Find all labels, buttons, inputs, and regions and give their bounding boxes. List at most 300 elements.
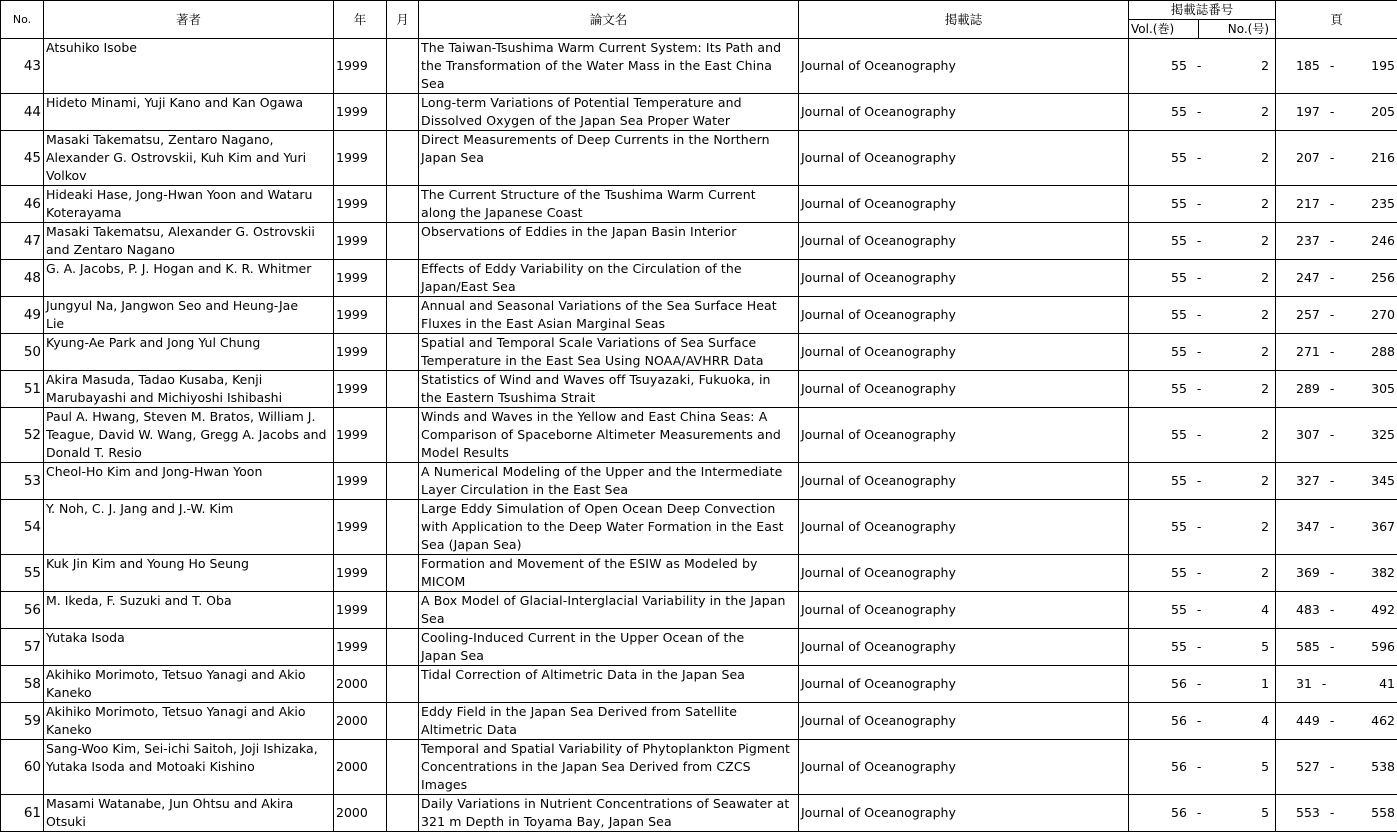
month-cell bbox=[387, 297, 419, 334]
page-start: 585 bbox=[1296, 638, 1320, 656]
vol-issue-dash: - bbox=[1197, 472, 1202, 490]
table-row bbox=[1, 703, 1397, 740]
pages-cell bbox=[1276, 408, 1397, 463]
issue-value: 2 bbox=[1261, 149, 1269, 167]
page-range bbox=[1278, 564, 1395, 582]
year-cell: 1999 bbox=[334, 223, 387, 260]
journal-cell: Journal of Oceanography bbox=[799, 740, 1129, 795]
author-line: and Zentaro Nagano bbox=[46, 241, 331, 259]
year-cell: 1999 bbox=[334, 186, 387, 223]
author-line: Teague, David W. Wang, Gregg A. Jacobs and bbox=[46, 426, 331, 444]
title-line: Direct Measurements of Deep Currents in the Northern bbox=[421, 131, 796, 149]
title-line: Dissolved Oxygen of the Japan Sea Proper Water bbox=[421, 112, 796, 130]
header-no: No. bbox=[1, 1, 44, 39]
vol-value: 56 bbox=[1171, 675, 1187, 693]
month-cell bbox=[387, 131, 419, 186]
page-start: 31 bbox=[1296, 675, 1312, 693]
vol-issue bbox=[1131, 601, 1273, 619]
pages-cell bbox=[1276, 740, 1397, 795]
author-line: M. Ikeda, F. Suzuki and T. Oba bbox=[46, 592, 331, 610]
page-end: 325 bbox=[1371, 426, 1395, 444]
page-dash: - bbox=[1330, 426, 1335, 444]
page-start: 237 bbox=[1296, 232, 1320, 250]
author-line: Y. Noh, C. J. Jang and J.-W. Kim bbox=[46, 500, 331, 518]
row-number: 48 bbox=[1, 260, 44, 297]
vol-issue-cell bbox=[1129, 297, 1276, 334]
author-line: Kaneko bbox=[46, 684, 331, 702]
page-dash: - bbox=[1330, 343, 1335, 361]
issue-value: 2 bbox=[1261, 306, 1269, 324]
vol-issue-dash: - bbox=[1197, 712, 1202, 730]
vol-issue-cell bbox=[1129, 703, 1276, 740]
title-line: Japan Sea bbox=[421, 149, 796, 167]
author-cell bbox=[44, 371, 334, 408]
author-line: Koterayama bbox=[46, 204, 331, 222]
vol-value: 55 bbox=[1171, 343, 1187, 361]
vol-issue-cell bbox=[1129, 629, 1276, 666]
author-cell bbox=[44, 131, 334, 186]
table-row bbox=[1, 371, 1397, 408]
pages-cell bbox=[1276, 39, 1397, 94]
page-start: 553 bbox=[1296, 804, 1320, 822]
row-number: 47 bbox=[1, 223, 44, 260]
issue-value: 2 bbox=[1261, 269, 1269, 287]
title-cell bbox=[419, 408, 799, 463]
vol-value: 56 bbox=[1171, 758, 1187, 776]
page-range bbox=[1278, 103, 1395, 121]
title-line: Comparison of Spaceborne Altimeter Measurements and bbox=[421, 426, 796, 444]
page-end: 462 bbox=[1371, 712, 1395, 730]
page-dash: - bbox=[1330, 564, 1335, 582]
author-line: Paul A. Hwang, Steven M. Bratos, William J. bbox=[46, 408, 331, 426]
title-line: Japan Sea bbox=[421, 647, 796, 665]
author-line: Masami Watanabe, Jun Ohtsu and Akira bbox=[46, 795, 331, 813]
table-row bbox=[1, 555, 1397, 592]
title-line: Japan/East Sea bbox=[421, 278, 796, 296]
row-number: 51 bbox=[1, 371, 44, 408]
vol-issue-dash: - bbox=[1197, 57, 1202, 75]
journal-cell: Journal of Oceanography bbox=[799, 592, 1129, 629]
title-line: Tidal Correction of Altimetric Data in the Japan Sea bbox=[421, 666, 796, 684]
author-cell bbox=[44, 334, 334, 371]
title-line: Statistics of Wind and Waves off Tsuyazaki, Fukuoka, in bbox=[421, 371, 796, 389]
page-range bbox=[1278, 269, 1395, 287]
title-cell bbox=[419, 629, 799, 666]
title-cell bbox=[419, 223, 799, 260]
issue-value: 5 bbox=[1261, 638, 1269, 656]
title-line: MICOM bbox=[421, 573, 796, 591]
header-vol: Vol.(巻) bbox=[1129, 20, 1199, 39]
vol-issue-cell bbox=[1129, 260, 1276, 297]
month-cell bbox=[387, 371, 419, 408]
pages-cell bbox=[1276, 592, 1397, 629]
author-cell bbox=[44, 463, 334, 500]
title-line: Cooling-Induced Current in the Upper Ocean of the bbox=[421, 629, 796, 647]
page-range bbox=[1278, 518, 1395, 536]
year-cell: 1999 bbox=[334, 592, 387, 629]
table-body bbox=[1, 39, 1397, 832]
row-number: 46 bbox=[1, 186, 44, 223]
month-cell bbox=[387, 592, 419, 629]
year-cell: 1999 bbox=[334, 334, 387, 371]
issue-value: 2 bbox=[1261, 518, 1269, 536]
issue-value: 1 bbox=[1261, 675, 1269, 693]
page-dash: - bbox=[1330, 518, 1335, 536]
page-dash: - bbox=[1330, 380, 1335, 398]
vol-value: 55 bbox=[1171, 269, 1187, 287]
author-line: Kyung-Ae Park and Jong Yul Chung bbox=[46, 334, 331, 352]
author-line: Otsuki bbox=[46, 813, 331, 831]
row-number: 56 bbox=[1, 592, 44, 629]
row-number: 50 bbox=[1, 334, 44, 371]
vol-issue bbox=[1131, 712, 1273, 730]
title-line: the Transformation of the Water Mass in the East China bbox=[421, 57, 796, 75]
vol-value: 56 bbox=[1171, 804, 1187, 822]
title-cell bbox=[419, 334, 799, 371]
journal-cell: Journal of Oceanography bbox=[799, 500, 1129, 555]
author-line: Masaki Takematsu, Zentaro Nagano, bbox=[46, 131, 331, 149]
vol-issue-dash: - bbox=[1197, 758, 1202, 776]
title-cell bbox=[419, 131, 799, 186]
pages-cell bbox=[1276, 223, 1397, 260]
vol-value: 55 bbox=[1171, 518, 1187, 536]
title-cell bbox=[419, 740, 799, 795]
title-cell bbox=[419, 39, 799, 94]
vol-issue-cell bbox=[1129, 740, 1276, 795]
issue-value: 2 bbox=[1261, 103, 1269, 121]
row-number: 58 bbox=[1, 666, 44, 703]
journal-cell: Journal of Oceanography bbox=[799, 555, 1129, 592]
title-line: Winds and Waves in the Yellow and East China Seas: A bbox=[421, 408, 796, 426]
header-year: 年 bbox=[334, 1, 387, 39]
vol-issue bbox=[1131, 269, 1273, 287]
issue-value: 4 bbox=[1261, 712, 1269, 730]
title-line: along the Japanese Coast bbox=[421, 204, 796, 222]
year-cell: 1999 bbox=[334, 463, 387, 500]
table-row bbox=[1, 629, 1397, 666]
author-cell bbox=[44, 39, 334, 94]
table-row bbox=[1, 795, 1397, 832]
journal-cell: Journal of Oceanography bbox=[799, 463, 1129, 500]
issue-value: 2 bbox=[1261, 57, 1269, 75]
author-cell bbox=[44, 795, 334, 832]
title-cell bbox=[419, 94, 799, 131]
year-cell: 1999 bbox=[334, 94, 387, 131]
page-range bbox=[1278, 232, 1395, 250]
pages-cell bbox=[1276, 703, 1397, 740]
month-cell bbox=[387, 666, 419, 703]
issue-value: 2 bbox=[1261, 564, 1269, 582]
pages-cell bbox=[1276, 666, 1397, 703]
title-line: Effects of Eddy Variability on the Circulation of the bbox=[421, 260, 796, 278]
author-cell bbox=[44, 223, 334, 260]
page-range bbox=[1278, 758, 1395, 776]
year-cell: 1999 bbox=[334, 629, 387, 666]
title-cell bbox=[419, 666, 799, 703]
month-cell bbox=[387, 260, 419, 297]
author-line: Masaki Takematsu, Alexander G. Ostrovskii bbox=[46, 223, 331, 241]
row-number: 55 bbox=[1, 555, 44, 592]
journal-cell: Journal of Oceanography bbox=[799, 131, 1129, 186]
title-line: Sea bbox=[421, 75, 796, 93]
page-start: 207 bbox=[1296, 149, 1320, 167]
issue-value: 2 bbox=[1261, 426, 1269, 444]
vol-issue bbox=[1131, 564, 1273, 582]
title-line: Altimetric Data bbox=[421, 721, 796, 739]
month-cell bbox=[387, 463, 419, 500]
page-dash: - bbox=[1330, 638, 1335, 656]
author-cell bbox=[44, 703, 334, 740]
vol-value: 55 bbox=[1171, 472, 1187, 490]
row-number: 44 bbox=[1, 94, 44, 131]
year-cell: 1999 bbox=[334, 297, 387, 334]
author-cell bbox=[44, 94, 334, 131]
row-number: 49 bbox=[1, 297, 44, 334]
journal-cell: Journal of Oceanography bbox=[799, 371, 1129, 408]
page-dash: - bbox=[1330, 57, 1335, 75]
vol-issue-cell bbox=[1129, 131, 1276, 186]
page-range bbox=[1278, 638, 1395, 656]
vol-issue bbox=[1131, 638, 1273, 656]
page-range bbox=[1278, 380, 1395, 398]
vol-issue-dash: - bbox=[1197, 601, 1202, 619]
journal-cell: Journal of Oceanography bbox=[799, 408, 1129, 463]
vol-issue bbox=[1131, 149, 1273, 167]
title-cell bbox=[419, 500, 799, 555]
vol-issue-dash: - bbox=[1197, 518, 1202, 536]
page-dash: - bbox=[1330, 103, 1335, 121]
author-cell bbox=[44, 297, 334, 334]
author-line: Volkov bbox=[46, 167, 331, 185]
author-line: Akihiko Morimoto, Tetsuo Yanagi and Akio bbox=[46, 666, 331, 684]
pages-cell bbox=[1276, 371, 1397, 408]
page-end: 382 bbox=[1371, 564, 1395, 582]
vol-value: 55 bbox=[1171, 306, 1187, 324]
year-cell: 1999 bbox=[334, 131, 387, 186]
month-cell bbox=[387, 795, 419, 832]
issue-value: 2 bbox=[1261, 195, 1269, 213]
author-line: Sang-Woo Kim, Sei-ichi Saitoh, Joji Ishizaka, bbox=[46, 740, 331, 758]
vol-issue-cell bbox=[1129, 334, 1276, 371]
author-cell bbox=[44, 260, 334, 297]
page-range bbox=[1278, 195, 1395, 213]
page-start: 289 bbox=[1296, 380, 1320, 398]
title-line: Annual and Seasonal Variations of the Sea Surface Heat bbox=[421, 297, 796, 315]
title-line: Long-term Variations of Potential Temperature and bbox=[421, 94, 796, 112]
row-number: 60 bbox=[1, 740, 44, 795]
pages-cell bbox=[1276, 500, 1397, 555]
vol-value: 55 bbox=[1171, 232, 1187, 250]
row-number: 52 bbox=[1, 408, 44, 463]
title-line: The Current Structure of the Tsushima Warm Current bbox=[421, 186, 796, 204]
header-month: 月 bbox=[387, 1, 419, 39]
row-number: 59 bbox=[1, 703, 44, 740]
issue-value: 2 bbox=[1261, 472, 1269, 490]
header-title: 論文名 bbox=[419, 1, 799, 39]
title-line: with Application to the Deep Water Formation in the East bbox=[421, 518, 796, 536]
year-cell: 1999 bbox=[334, 260, 387, 297]
page-start: 271 bbox=[1296, 343, 1320, 361]
page-range bbox=[1278, 306, 1395, 324]
pages-cell bbox=[1276, 334, 1397, 371]
table-row bbox=[1, 408, 1397, 463]
title-line: Sea bbox=[421, 610, 796, 628]
header-pages: 頁 bbox=[1276, 1, 1397, 39]
page-end: 205 bbox=[1371, 103, 1395, 121]
vol-issue-cell bbox=[1129, 592, 1276, 629]
issue-value: 2 bbox=[1261, 343, 1269, 361]
page-dash: - bbox=[1330, 804, 1335, 822]
header-author: 著者 bbox=[44, 1, 334, 39]
page-end: 216 bbox=[1371, 149, 1395, 167]
year-cell: 2000 bbox=[334, 666, 387, 703]
vol-issue bbox=[1131, 380, 1273, 398]
vol-issue-dash: - bbox=[1197, 426, 1202, 444]
month-cell bbox=[387, 186, 419, 223]
vol-issue-dash: - bbox=[1197, 269, 1202, 287]
author-line: Cheol-Ho Kim and Jong-Hwan Yoon bbox=[46, 463, 331, 481]
author-line: Marubayashi and Michiyoshi Ishibashi bbox=[46, 389, 331, 407]
page-start: 369 bbox=[1296, 564, 1320, 582]
month-cell bbox=[387, 94, 419, 131]
title-line: The Taiwan-Tsushima Warm Current System: Its Path and bbox=[421, 39, 796, 57]
title-line: Spatial and Temporal Scale Variations of Sea Surface bbox=[421, 334, 796, 352]
author-line: Atsuhiko Isobe bbox=[46, 39, 331, 57]
page-start: 197 bbox=[1296, 103, 1320, 121]
author-line: Kuk Jin Kim and Young Ho Seung bbox=[46, 555, 331, 573]
journal-cell: Journal of Oceanography bbox=[799, 334, 1129, 371]
page-range bbox=[1278, 426, 1395, 444]
vol-issue-dash: - bbox=[1197, 343, 1202, 361]
page-start: 527 bbox=[1296, 758, 1320, 776]
title-line: Large Eddy Simulation of Open Ocean Deep Convection bbox=[421, 500, 796, 518]
page-start: 247 bbox=[1296, 269, 1320, 287]
vol-value: 55 bbox=[1171, 57, 1187, 75]
row-number: 45 bbox=[1, 131, 44, 186]
page-range bbox=[1278, 712, 1395, 730]
page-dash: - bbox=[1330, 472, 1335, 490]
page-dash: - bbox=[1330, 758, 1335, 776]
page-end: 256 bbox=[1371, 269, 1395, 287]
vol-issue-cell bbox=[1129, 186, 1276, 223]
title-line: 321 m Depth in Toyama Bay, Japan Sea bbox=[421, 813, 796, 831]
page-end: 235 bbox=[1371, 195, 1395, 213]
journal-cell: Journal of Oceanography bbox=[799, 629, 1129, 666]
pages-cell bbox=[1276, 297, 1397, 334]
vol-issue bbox=[1131, 758, 1273, 776]
year-cell: 1999 bbox=[334, 408, 387, 463]
vol-issue-dash: - bbox=[1197, 804, 1202, 822]
table-row bbox=[1, 131, 1397, 186]
title-line: Concentrations in the Japan Sea Derived from CZCS bbox=[421, 758, 796, 776]
vol-issue-dash: - bbox=[1197, 675, 1202, 693]
page-end: 246 bbox=[1371, 232, 1395, 250]
journal-cell: Journal of Oceanography bbox=[799, 39, 1129, 94]
journal-cell: Journal of Oceanography bbox=[799, 703, 1129, 740]
title-line: Fluxes in the East Asian Marginal Seas bbox=[421, 315, 796, 333]
month-cell bbox=[387, 740, 419, 795]
pages-cell bbox=[1276, 795, 1397, 832]
page-range bbox=[1278, 149, 1395, 167]
author-line: Hideto Minami, Yuji Kano and Kan Ogawa bbox=[46, 94, 331, 112]
row-number: 53 bbox=[1, 463, 44, 500]
year-cell: 2000 bbox=[334, 703, 387, 740]
vol-issue bbox=[1131, 675, 1273, 693]
page-range bbox=[1278, 601, 1395, 619]
journal-cell: Journal of Oceanography bbox=[799, 223, 1129, 260]
title-cell bbox=[419, 795, 799, 832]
vol-issue-dash: - bbox=[1197, 149, 1202, 167]
journal-cell: Journal of Oceanography bbox=[799, 666, 1129, 703]
table-row bbox=[1, 666, 1397, 703]
page-dash: - bbox=[1330, 269, 1335, 287]
table-row bbox=[1, 260, 1397, 297]
vol-issue-cell bbox=[1129, 39, 1276, 94]
vol-value: 55 bbox=[1171, 380, 1187, 398]
month-cell bbox=[387, 703, 419, 740]
vol-issue-dash: - bbox=[1197, 232, 1202, 250]
vol-issue-dash: - bbox=[1197, 195, 1202, 213]
vol-issue-cell bbox=[1129, 371, 1276, 408]
page-end: 41 bbox=[1379, 675, 1395, 693]
month-cell bbox=[387, 39, 419, 94]
vol-value: 55 bbox=[1171, 601, 1187, 619]
author-line: Yutaka Isoda bbox=[46, 629, 331, 647]
vol-issue-cell bbox=[1129, 500, 1276, 555]
title-cell bbox=[419, 592, 799, 629]
vol-issue-dash: - bbox=[1197, 103, 1202, 121]
page-dash: - bbox=[1330, 195, 1335, 213]
author-cell bbox=[44, 740, 334, 795]
table-row bbox=[1, 223, 1397, 260]
vol-issue bbox=[1131, 232, 1273, 250]
vol-issue bbox=[1131, 343, 1273, 361]
vol-issue bbox=[1131, 472, 1273, 490]
vol-issue-dash: - bbox=[1197, 638, 1202, 656]
issue-value: 5 bbox=[1261, 804, 1269, 822]
page-dash: - bbox=[1330, 306, 1335, 324]
page-end: 270 bbox=[1371, 306, 1395, 324]
table-row bbox=[1, 297, 1397, 334]
journal-cell: Journal of Oceanography bbox=[799, 795, 1129, 832]
header-journal: 掲載誌 bbox=[799, 1, 1129, 39]
page-end: 367 bbox=[1371, 518, 1395, 536]
table-row bbox=[1, 186, 1397, 223]
author-cell bbox=[44, 408, 334, 463]
page-end: 596 bbox=[1371, 638, 1395, 656]
vol-issue bbox=[1131, 518, 1273, 536]
author-line: Hideaki Hase, Jong-Hwan Yoon and Wataru bbox=[46, 186, 331, 204]
year-cell: 1999 bbox=[334, 555, 387, 592]
table-row bbox=[1, 740, 1397, 795]
vol-issue-dash: - bbox=[1197, 306, 1202, 324]
month-cell bbox=[387, 555, 419, 592]
title-cell bbox=[419, 371, 799, 408]
page-start: 347 bbox=[1296, 518, 1320, 536]
pages-cell bbox=[1276, 260, 1397, 297]
title-line: Model Results bbox=[421, 444, 796, 462]
vol-issue-cell bbox=[1129, 463, 1276, 500]
vol-issue bbox=[1131, 103, 1273, 121]
page-end: 345 bbox=[1371, 472, 1395, 490]
page-dash: - bbox=[1330, 601, 1335, 619]
page-start: 327 bbox=[1296, 472, 1320, 490]
vol-issue-cell bbox=[1129, 666, 1276, 703]
journal-cell: Journal of Oceanography bbox=[799, 186, 1129, 223]
header-issue-group: 掲載誌番号 bbox=[1129, 1, 1276, 20]
author-line: Kaneko bbox=[46, 721, 331, 739]
month-cell bbox=[387, 334, 419, 371]
